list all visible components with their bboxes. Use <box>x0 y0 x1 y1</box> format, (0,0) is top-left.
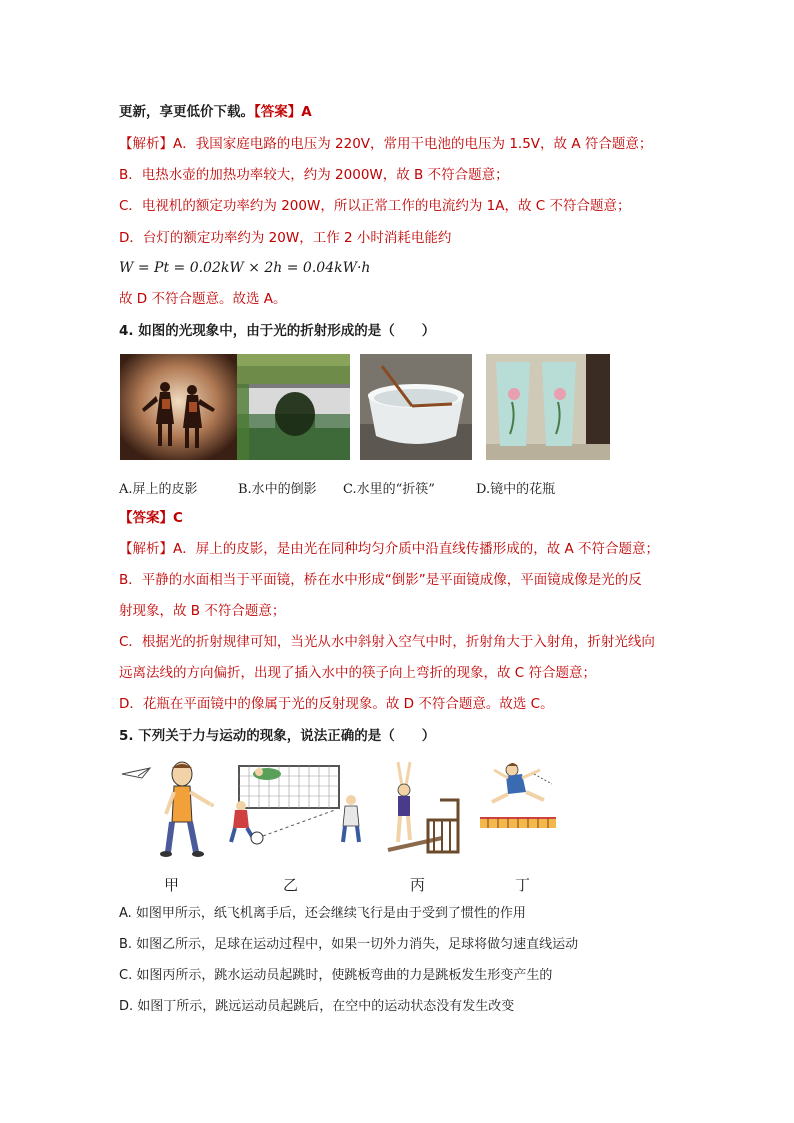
q3-explanation-b: B．电热水壶的加热功率较大，约为 2000W，故 B 不符合题意； <box>119 167 509 183</box>
q4-option-d: D.镜中的花瓶 <box>476 482 556 497</box>
q5-label-ding: 丁 <box>515 876 531 894</box>
q4-stem: 4. 如图的光现象中，由于光的折射形成的是（ ） <box>119 323 436 339</box>
q5-label-bing: 丙 <box>410 876 426 894</box>
q3-conclusion: 故 D 不符合题意。故选 A。 <box>119 291 287 307</box>
q4-explanation-c1: C．根据光的折射规律可知，当光从水中斜射入空气中时，折射角大于入射角，折射光线向 <box>119 634 655 650</box>
q4-image-bent-chopstick <box>360 354 472 460</box>
q3-answer: 【答案】A <box>254 104 312 120</box>
q5-figure-ding <box>478 760 558 840</box>
q3-explanation-a: 【解析】A．我国家庭电路的电压为 220V，常用干电池的电压为 1.5V，故 A 符合题意； <box>119 136 653 152</box>
q5-label-jia: 甲 <box>164 876 180 894</box>
q4-explanation-a: 【解析】A．屏上的皮影，是由光在同种均匀介质中沿直线传播形成的，故 A 不符合题意； <box>119 541 660 557</box>
q4-option-c: C.水里的“折筷” <box>343 482 435 497</box>
q4-image-vase-mirror <box>486 354 610 460</box>
q4-explanation-b1: B．平静的水面相当于平面镜，桥在水中形成“倒影”是平面镜成像，平面镜成像是光的反 <box>119 572 642 588</box>
q3-formula: W = Pt = 0.02kW × 2h = 0.04kW·h <box>119 260 371 276</box>
q4-explanation-b2: 射现象，故 B 不符合题意； <box>119 603 286 619</box>
q5-option-d: D. 如图丁所示，跳远运动员起跳后，在空中的运动状态没有发生改变 <box>119 999 515 1014</box>
q5-option-a: A. 如图甲所示，纸飞机离手后，还会继续飞行是由于受到了惯性的作用 <box>119 906 526 921</box>
q4-image-shadow-puppet <box>120 354 237 460</box>
q5-option-c: C. 如图丙所示，跳水运动员起跳时，使跳板弯曲的力是跳板发生形变产生的 <box>119 968 553 983</box>
q3-answer-line <box>119 102 312 122</box>
q4-answer: 【答案】C <box>119 510 183 526</box>
q5-figure-yi <box>227 760 369 850</box>
q5-figure-bing <box>384 760 464 860</box>
q4-image-bridge-reflection <box>237 354 350 460</box>
q4-explanation-c2: 远离法线的方向偏折，出现了插入水中的筷子向上弯折的现象，故 C 符合题意； <box>119 665 597 681</box>
q3-answer-prefix: 更新，享更低价下载。 <box>119 104 254 120</box>
q3-explanation-d: D．台灯的额定功率约为 20W，工作 2 小时消耗电能约 <box>119 230 452 246</box>
q4-explanation-d: D．花瓶在平面镜中的像属于光的反射现象。故 D 不符合题意。故选 C。 <box>119 696 554 712</box>
q5-label-yi: 乙 <box>283 876 299 894</box>
q5-option-b: B. 如图乙所示，足球在运动过程中，如果一切外力消失，足球将做匀速直线运动 <box>119 937 579 952</box>
q4-option-a: A.屏上的皮影 <box>119 482 198 497</box>
q5-stem: 5. 下列关于力与运动的现象，说法正确的是（ ） <box>119 728 436 744</box>
q5-figure-jia <box>120 760 220 864</box>
q4-option-b: B.水中的倒影 <box>238 482 317 497</box>
q3-explanation-c: C．电视机的额定功率约为 200W，所以正常工作的电流约为 1A，故 C 不符合题意； <box>119 198 631 214</box>
